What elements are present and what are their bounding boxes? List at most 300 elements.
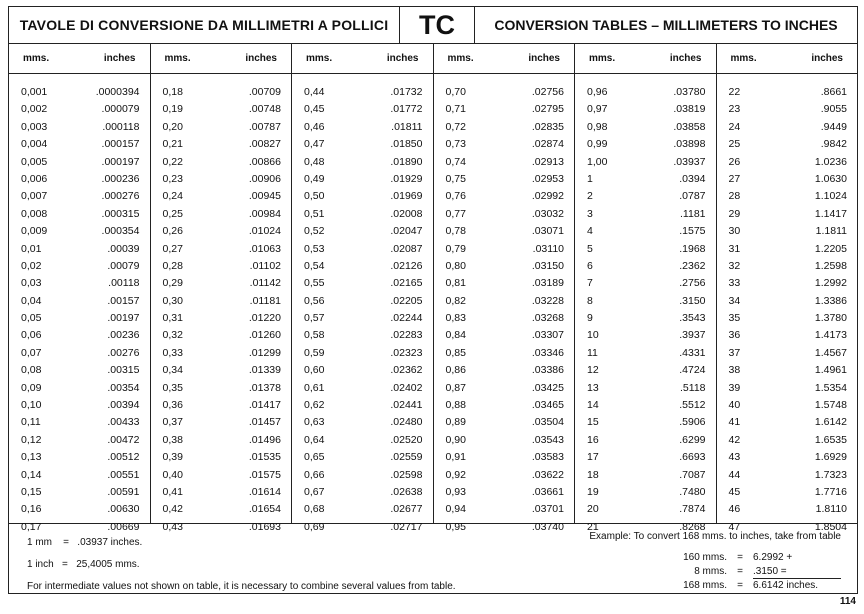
inch-value: 1.3386: [814, 294, 847, 307]
mm-value: 0,61: [304, 381, 325, 394]
table-row: [9, 449, 150, 466]
table-row: [717, 275, 858, 292]
inch-value: .01417: [248, 399, 281, 412]
table-row: [434, 327, 575, 344]
inch-value: .9055: [820, 103, 847, 116]
table-row: [717, 293, 858, 310]
mm-value: 0,89: [445, 416, 466, 429]
table-row: [575, 223, 716, 240]
inch-value: 1.6142: [814, 416, 847, 429]
mm-value: 3: [587, 207, 593, 220]
table-column: [575, 43, 717, 533]
inch-value: .00906: [248, 172, 281, 185]
inch-value: .03189: [531, 277, 564, 290]
mm-value: 14: [587, 399, 599, 412]
inch-value: .02362: [390, 364, 423, 377]
mm-value: 0,14: [21, 468, 42, 481]
mm-value: 0,12: [21, 433, 42, 446]
calc-quantity: 8 mms.: [694, 566, 727, 577]
mm-value: 0,82: [445, 294, 466, 307]
table-row: [9, 101, 150, 118]
column-header: [292, 43, 433, 74]
table-row: [9, 310, 150, 327]
table-row: [151, 171, 292, 188]
table-row: [434, 136, 575, 153]
mm-value: 0,13: [21, 451, 42, 464]
inch-value: .03386: [531, 364, 564, 377]
inch-value: .03504: [531, 416, 564, 429]
mm-value: 0,84: [445, 329, 466, 342]
inch-value: .3543: [679, 312, 706, 325]
table-row: [9, 275, 150, 292]
mm-value: 16: [587, 433, 599, 446]
mm-value: 13: [587, 381, 599, 394]
table-row: [292, 414, 433, 431]
inch-value: .03110: [532, 242, 564, 255]
inch-value: .02835: [531, 120, 564, 133]
inch-value: .03543: [531, 433, 564, 446]
inch-value: .02244: [390, 312, 423, 325]
mm-value: 34: [728, 294, 741, 307]
inch-value: .01654: [248, 503, 281, 516]
table-row: [575, 449, 716, 466]
inch-value: .000315: [101, 207, 140, 220]
mm-value: 36: [728, 329, 741, 342]
mm-value: 0,007: [21, 190, 48, 203]
table-row: [9, 293, 150, 310]
inch-value: .9842: [820, 138, 847, 151]
mm-value: 0,34: [162, 364, 183, 377]
table-row: [575, 501, 716, 518]
table-row: [292, 188, 433, 205]
mm-value: 0,01: [21, 242, 42, 255]
mm-value: 5: [587, 242, 593, 255]
mm-value: 0,07: [21, 346, 42, 359]
table-row: [292, 275, 433, 292]
inch-value: .7087: [679, 468, 706, 481]
table-row: [151, 432, 292, 449]
table-row: [434, 206, 575, 223]
inch-value: 1.6929: [814, 451, 847, 464]
table-row: [292, 449, 433, 466]
table-row: [575, 310, 716, 327]
table-row: [434, 397, 575, 414]
mm-value: 24: [728, 120, 741, 133]
table-row: [717, 119, 858, 136]
calc-equals: =: [737, 566, 743, 577]
footer-example: Example: To convert 168 mms. to inches, take from table: [589, 531, 841, 542]
table-row: [9, 414, 150, 431]
inch-value: .01142: [249, 277, 281, 290]
inch-value: .00984: [248, 207, 281, 220]
table-row: [9, 241, 150, 258]
mm-value: 0,78: [445, 225, 466, 238]
inch-value: .00591: [107, 485, 140, 498]
inch-value: 1.4961: [814, 364, 847, 377]
mm-value: 0,81: [445, 277, 466, 290]
table-row: [434, 501, 575, 518]
inch-value: .01299: [248, 346, 281, 359]
inch-value: .03661: [531, 485, 564, 498]
mm-value: 45: [728, 485, 741, 498]
inch-value: .00827: [248, 138, 281, 151]
inch-value: .00709: [248, 86, 281, 98]
mm-value: 0,009: [21, 225, 48, 238]
mm-value: 0,08: [21, 364, 42, 377]
title-english: CONVERSION TABLES – MILLIMETERS TO INCHES: [494, 17, 838, 33]
inch-value: .01535: [248, 451, 281, 464]
table-row: [717, 101, 858, 118]
mm-value: 0,19: [162, 103, 183, 116]
table-row: [575, 293, 716, 310]
table-row: [151, 241, 292, 258]
mm-value: 0,005: [21, 155, 48, 168]
inch-value: .00197: [107, 312, 140, 325]
inch-value: .02874: [531, 138, 564, 151]
table-row: [434, 258, 575, 275]
mm-value: 28: [728, 190, 741, 203]
mm-value: 0,008: [21, 207, 48, 220]
mm-value: 27: [728, 172, 741, 185]
inch-value: .03465: [531, 399, 564, 412]
mm-value: 0,56: [304, 294, 325, 307]
mm-value: 0,66: [304, 468, 325, 481]
inch-value: .9449: [820, 120, 847, 133]
table-row: [575, 414, 716, 431]
table-row: [151, 362, 292, 379]
inch-value: .02638: [390, 485, 423, 498]
table-row: [292, 484, 433, 501]
inch-value: .00630: [107, 503, 140, 516]
inch-value: 1.5748: [814, 399, 847, 412]
mm-value: 0,26: [162, 225, 183, 238]
inch-value: .03740: [531, 520, 564, 533]
mm-value: 44: [728, 468, 741, 481]
mm-value: 0,21: [162, 138, 183, 151]
table-row: [9, 136, 150, 153]
inch-value: .8661: [820, 86, 847, 98]
table-row: [151, 206, 292, 223]
inch-value: .01772: [390, 103, 423, 116]
table-row: [151, 293, 292, 310]
mm-value: 0,87: [445, 381, 466, 394]
inch-value: .2756: [679, 277, 706, 290]
table-row: [292, 84, 433, 101]
table-column: [9, 43, 151, 533]
table-row: [434, 171, 575, 188]
mm-value: 22: [728, 86, 741, 98]
table-row: [575, 188, 716, 205]
table-row: [292, 310, 433, 327]
inch-value: 1.2598: [814, 259, 847, 272]
table-column: [434, 43, 576, 533]
mm-value: 0,58: [304, 329, 325, 342]
table-row: [151, 484, 292, 501]
mm-value: 0,28: [162, 259, 183, 272]
mm-value: 0,99: [587, 138, 608, 151]
column-header: [434, 43, 575, 74]
mm-value: 0,59: [304, 346, 325, 359]
table-row: [292, 397, 433, 414]
inch-value: 1.3780: [814, 312, 847, 325]
table-row: [9, 432, 150, 449]
inch-value: .02559: [390, 451, 423, 464]
mm-value: 0,50: [304, 190, 325, 203]
header-mms: mms.: [589, 52, 616, 64]
mm-value: 0,96: [587, 86, 608, 98]
mm-value: 0,64: [304, 433, 325, 446]
inch-value: .03701: [531, 503, 564, 516]
table-row: [575, 101, 716, 118]
header-mms: mms.: [164, 52, 191, 64]
mm-value: 0,73: [445, 138, 466, 151]
table-row: [151, 258, 292, 275]
table-column: [151, 43, 293, 533]
header-inches: inches: [103, 52, 136, 64]
inch-value: .03898: [673, 138, 706, 151]
inch-value: .03937: [673, 155, 706, 168]
inch-value: .00433: [107, 416, 140, 429]
mm-value: 0,92: [445, 468, 466, 481]
inch-value: .00472: [107, 433, 140, 446]
table-row: [434, 223, 575, 240]
mm-value: 0,93: [445, 485, 466, 498]
inch-value: .01102: [249, 259, 281, 272]
table-row: [151, 327, 292, 344]
inch-value: .01181: [249, 294, 281, 307]
table-row: [575, 154, 716, 171]
calc-row: [641, 551, 841, 565]
mm-value: 37: [728, 346, 741, 359]
mm-value: 0,42: [162, 503, 183, 516]
mm-value: 0,41: [162, 485, 183, 498]
table-row: [717, 449, 858, 466]
mm-value: 0,17: [21, 520, 42, 533]
mm-value: 0,04: [21, 294, 42, 307]
mm-value: 0,83: [445, 312, 466, 325]
inch-value: .00394: [107, 399, 140, 412]
mm-value: 26: [728, 155, 741, 168]
table-row: [292, 223, 433, 240]
mm-value: 20: [587, 503, 599, 516]
inch-value: .02480: [390, 416, 423, 429]
mm-value: 0,97: [587, 103, 608, 116]
inch-value: .03583: [531, 451, 564, 464]
inch-value: .03346: [531, 346, 564, 359]
inch-value: .03228: [531, 294, 564, 307]
mm-value: 0,57: [304, 312, 325, 325]
mm-value: 0,11: [21, 416, 41, 429]
header-inches: inches: [528, 52, 560, 64]
inch-value: .02795: [531, 103, 564, 116]
table-row: [434, 414, 575, 431]
table-row: [151, 275, 292, 292]
inch-value: .00748: [248, 103, 281, 116]
table-row: [717, 241, 858, 258]
inch-value: .03032: [531, 207, 564, 220]
table-row: [434, 484, 575, 501]
mm-value: 0,48: [304, 155, 325, 168]
inch-value: .03780: [673, 86, 706, 98]
table-row: [717, 258, 858, 275]
inch-value: .01811: [391, 120, 423, 133]
table-row: [151, 101, 292, 118]
inch-value: .02126: [390, 259, 423, 272]
mm-value: 0,24: [162, 190, 183, 203]
inch-value: .02677: [390, 503, 423, 516]
mm-value: 0,55: [304, 277, 325, 290]
mm-value: 0,06: [21, 329, 42, 342]
table-row: [9, 501, 150, 518]
table-row: [292, 241, 433, 258]
table-row: [575, 84, 716, 101]
mm-value: 0,71: [445, 103, 466, 116]
table-row: [151, 84, 292, 101]
mm-value: 0,94: [445, 503, 466, 516]
inch-value: 1.8504: [814, 520, 847, 533]
table-column: [717, 43, 858, 533]
mm-value: 0,10: [21, 399, 42, 412]
table-row: [575, 136, 716, 153]
mm-value: 32: [728, 259, 741, 272]
inch-value: .01378: [248, 381, 281, 394]
mm-value: 33: [728, 277, 741, 290]
mm-value: 0,65: [304, 451, 325, 464]
inch-value: .6299: [679, 433, 706, 446]
table-row: [717, 223, 858, 240]
inch-value: .00866: [248, 155, 281, 168]
table-row: [717, 397, 858, 414]
calc-quantity: 168 mms.: [683, 580, 727, 591]
table-row: [434, 293, 575, 310]
inch-value: .000354: [101, 225, 140, 238]
mm-value: 0,30: [162, 294, 183, 307]
inch-value: .02165: [390, 277, 423, 290]
inch-value: .8268: [679, 520, 706, 533]
inch-value: .02992: [531, 190, 564, 203]
inch-value: .00787: [248, 120, 281, 133]
mm-value: 0,23: [162, 172, 183, 185]
mm-value: 10: [587, 329, 599, 342]
table-row: [575, 206, 716, 223]
conversion-tables: [9, 43, 857, 533]
header-inches: inches: [245, 52, 277, 64]
mm-value: 11: [587, 346, 598, 359]
mm-value: 21: [587, 520, 599, 533]
header-inches: inches: [669, 52, 702, 64]
mm-value: 0,38: [162, 433, 183, 446]
table-row: [292, 171, 433, 188]
mm-value: 39: [728, 381, 741, 394]
table-row: [9, 206, 150, 223]
inch-value: 1.4567: [814, 346, 847, 359]
inch-value: 1.1417: [814, 207, 847, 220]
table-row: [717, 84, 858, 101]
mm-value: 0,69: [304, 520, 325, 533]
inch-value: .02283: [390, 329, 423, 342]
inch-value: .00551: [107, 468, 140, 481]
mm-value: 0,09: [21, 381, 42, 394]
table-row: [151, 154, 292, 171]
inch-value: .01457: [248, 416, 281, 429]
table-column: [292, 43, 434, 533]
table-row: [434, 119, 575, 136]
inch-value: 1.2992: [814, 277, 847, 290]
table-row: [151, 310, 292, 327]
mm-value: 0,67: [304, 485, 325, 498]
mm-value: 4: [587, 225, 593, 238]
table-row: [151, 467, 292, 484]
inch-value: .000079: [101, 103, 140, 116]
table-row: [434, 188, 575, 205]
table-row: [9, 467, 150, 484]
inch-value: .01339: [248, 364, 281, 377]
example-calculation: [641, 551, 841, 593]
inch-value: .7874: [679, 503, 706, 516]
mm-value: 0,43: [162, 520, 183, 533]
mm-value: 0,91: [445, 451, 466, 464]
inch-value: .4331: [679, 346, 706, 359]
table-row: [9, 327, 150, 344]
mm-value: 0,60: [304, 364, 325, 377]
mm-value: 0,31: [162, 312, 183, 325]
inch-value: .4724: [679, 364, 706, 377]
calc-quantity: 160 mms.: [683, 552, 727, 563]
mm-value: 29: [728, 207, 741, 220]
table-row: [151, 119, 292, 136]
mm-value: 0,76: [445, 190, 466, 203]
mm-value: 0,86: [445, 364, 466, 377]
mm-value: 2: [587, 190, 593, 203]
table-row: [151, 223, 292, 240]
table-row: [9, 154, 150, 171]
mm-value: 0,44: [304, 86, 325, 98]
mm-value: 8: [587, 294, 593, 307]
header-mms: mms.: [730, 52, 757, 64]
table-row: [434, 362, 575, 379]
table-row: [292, 327, 433, 344]
inch-value: .02087: [390, 242, 423, 255]
inch-value: .00079: [107, 259, 140, 272]
inch-value: .01260: [248, 329, 281, 342]
inch-value: 1.1024: [814, 190, 847, 203]
inch-value: .03425: [531, 381, 564, 394]
table-row: [434, 275, 575, 292]
mm-value: 0,63: [304, 416, 325, 429]
mm-value: 0,45: [304, 103, 325, 116]
page-number: 114: [839, 596, 856, 607]
table-row: [717, 345, 858, 362]
mm-value: 0,003: [21, 120, 48, 133]
table-row: [717, 136, 858, 153]
inch-value: 1.8110: [815, 503, 847, 516]
mm-value: 0,52: [304, 225, 325, 238]
table-row: [292, 258, 433, 275]
mm-value: 0,006: [21, 172, 48, 185]
header-inches: inches: [386, 52, 419, 64]
table-row: [434, 449, 575, 466]
table-row: [717, 467, 858, 484]
calc-result: 6.6142 inches.: [753, 580, 819, 591]
mm-value: 0,72: [445, 120, 466, 133]
inch-value: .0394: [679, 172, 706, 185]
inch-value: .01575: [248, 468, 281, 481]
column-header: [575, 43, 716, 74]
mm-value: 41: [728, 416, 741, 429]
table-row: [292, 380, 433, 397]
title-italian: TAVOLE DI CONVERSIONE DA MILLIMETRI A POLLICI: [19, 17, 389, 33]
table-row: [717, 206, 858, 223]
